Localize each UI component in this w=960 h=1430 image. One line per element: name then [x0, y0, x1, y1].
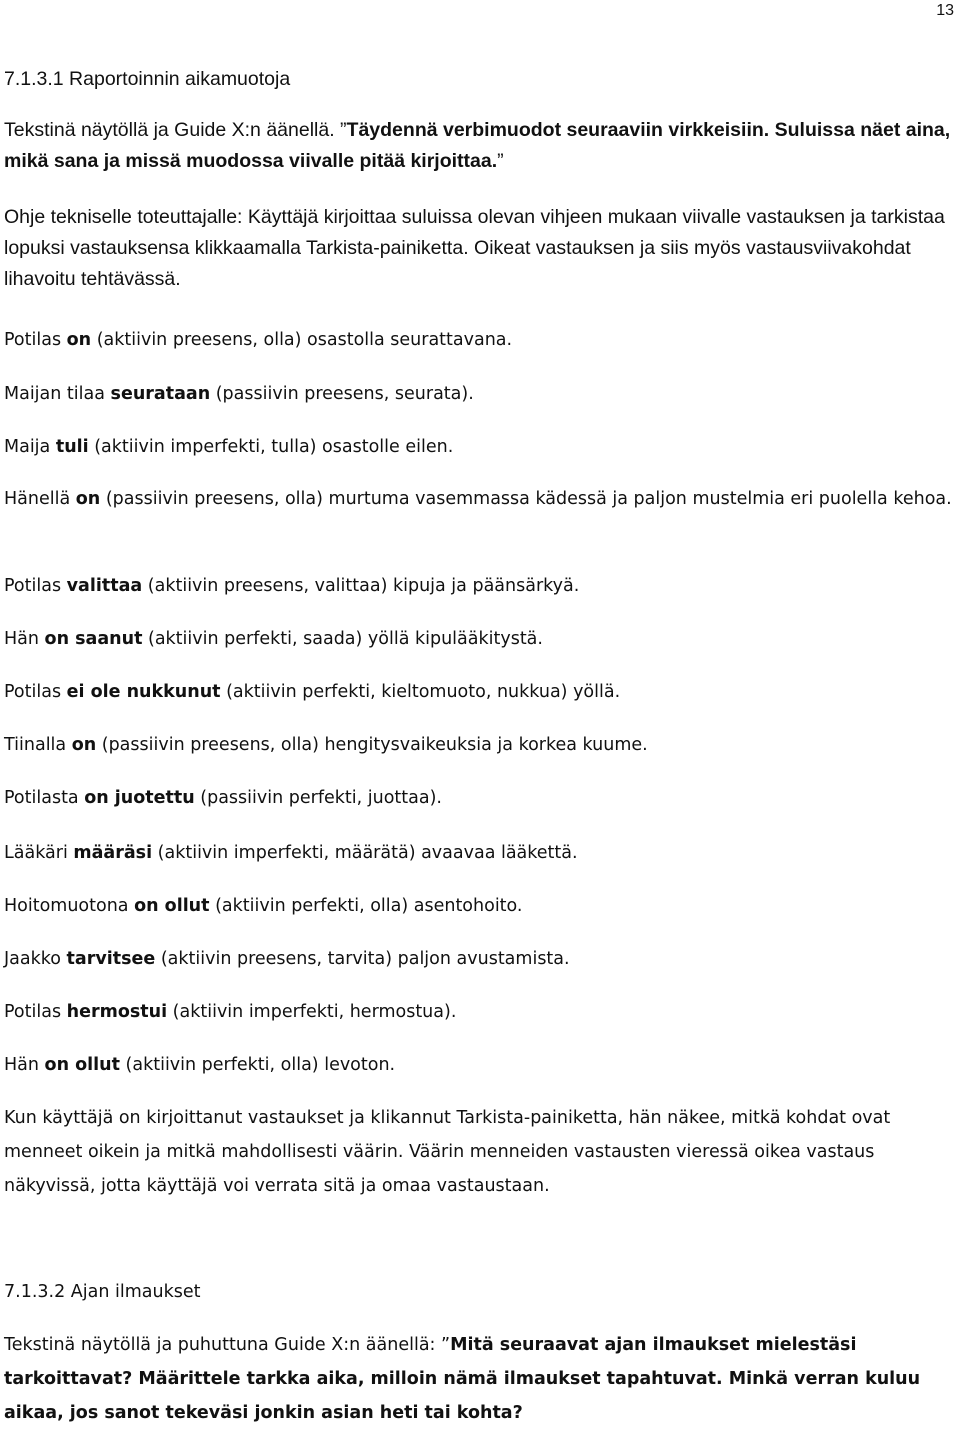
exercise-answer: seurataan [110, 384, 211, 404]
exercise-item [4, 942, 952, 976]
exercise-answer: tuli [55, 437, 89, 457]
intro-bold-question: Mitä seuraavat ajan ilmaukset mielestäsi tarkoittavat? Määrittele tarkka aika, milloin nämä ilmaukset tapahtuvat. Minkä verran kuluu aikaa, jos sanot tekeväsi jonkin asian heti tai kohta? [4, 1335, 921, 1423]
section-heading-2: 7.1.3.2 Ajan ilmaukset [4, 1282, 201, 1302]
exercise-before: Hänellä [4, 489, 76, 509]
exercise-before: Potilasta [4, 788, 85, 808]
exercise-after: (aktiivin preesens, tarvita) paljon avustamista. [155, 949, 570, 969]
exercise-answer: on juotettu [84, 788, 195, 808]
intro-tail: ” [497, 150, 504, 172]
exercise-before: Hoitomuotona [4, 896, 135, 916]
exercise-after: (aktiivin perfekti, kieltomuoto, nukkua) yöllä. [220, 682, 621, 702]
exercise-answer: on ollut [134, 896, 210, 916]
exercise-item [4, 728, 952, 762]
section-intro-1 [4, 115, 952, 177]
exercise-after: (passiivin preesens, olla) murtuma vasemmassa kädessä ja paljon mustelmia eri puolella kehoa. [100, 489, 952, 509]
exercise-after: (aktiivin perfekti, olla) asentohoito. [209, 896, 523, 916]
exercise-after: (passiivin preesens, olla) hengitysvaikeuksia ja korkea kuume. [96, 735, 648, 755]
exercise-answer: on saanut [44, 629, 143, 649]
exercise-item [4, 482, 952, 516]
exercise-item [4, 377, 952, 411]
exercise-before: Jaakko [4, 949, 67, 969]
exercise-item [4, 836, 952, 870]
exercise-item [4, 622, 952, 656]
exercise-item [4, 569, 952, 603]
exercise-after: (aktiivin imperfekti, määrätä) avaavaa lääkettä. [152, 843, 578, 863]
exercise-answer: ei ole nukkunut [66, 682, 221, 702]
section-intro-2 [4, 1328, 952, 1430]
exercise-before: Lääkäri [4, 843, 74, 863]
exercise-answer: valittaa [66, 576, 143, 596]
exercise-before: Hän [4, 629, 45, 649]
exercise-item [4, 323, 952, 357]
exercise-after: (aktiivin preesens, olla) osastolla seurattavana. [91, 330, 513, 350]
exercise-answer: määräsi [73, 843, 153, 863]
exercise-before: Potilas [4, 1002, 67, 1022]
exercise-before: Hän [4, 1055, 45, 1075]
exercise-item [4, 1048, 952, 1082]
exercise-before: Potilas [4, 682, 67, 702]
exercise-after: (aktiivin imperfekti, hermostua). [167, 1002, 457, 1022]
exercise-answer: hermostui [66, 1002, 168, 1022]
intro-plain: Tekstinä näytöllä ja Guide X:n äänellä. ” [4, 119, 347, 141]
technical-instructions: Ohje tekniselle toteuttajalle: Käyttäjä kirjoittaa suluissa olevan vihjeen mukaan viivalle vastauksen ja tarkistaa lopuksi vastauksensa klikkaamalla Tarkista-painiketta. Oikeat vastauksen ja siis myös vastausviivakohdat lihavoitu tehtävässä. [4, 206, 945, 290]
exercise-answer: on [75, 489, 101, 509]
exercise-after: (passiivin preesens, seurata). [210, 384, 474, 404]
exercise-before: Tiinalla [4, 735, 72, 755]
exercise-item [4, 675, 952, 709]
exercise-before: Maijan tilaa [4, 384, 111, 404]
exercise-item [4, 781, 952, 815]
page-number: 13 [936, 2, 954, 19]
exercise-before: Maija [4, 437, 56, 457]
exercise-answer: on [66, 330, 92, 350]
exercise-item [4, 995, 952, 1029]
exercise-answer: tarvitsee [66, 949, 156, 969]
outro-paragraph: Kun käyttäjä on kirjoittanut vastaukset ja klikannut Tarkista-painiketta, hän näkee, mitkä kohdat ovat menneet oikein ja mitkä mahdollisesti väärin. Väärin menneiden vastausten vieressä oikea vastaus näkyvissä, jotta käyttäjä voi verrata sitä ja omaa vastaustaan. [4, 1108, 891, 1196]
section-heading-1: 7.1.3.1 Raportoinnin aikamuotoja [4, 68, 291, 90]
exercise-after: (aktiivin preesens, valittaa) kipuja ja päänsärkyä. [142, 576, 580, 596]
exercise-after: (aktiivin perfekti, saada) yöllä kipulääkitystä. [142, 629, 543, 649]
exercise-answer: on [71, 735, 97, 755]
exercise-after: (aktiivin perfekti, olla) levoton. [119, 1055, 396, 1075]
exercise-item [4, 430, 952, 464]
exercise-answer: on ollut [44, 1055, 120, 1075]
intro-bold-instruction: Täydennä verbimuodot seuraaviin virkkeisiin. Suluissa näet aina, mikä sana ja missä muodossa viivalle pitää kirjoittaa. [4, 119, 951, 172]
exercise-after: (aktiivin imperfekti, tulla) osastolle eilen. [88, 437, 454, 457]
exercise-item [4, 889, 952, 923]
exercise-before: Potilas [4, 576, 67, 596]
exercise-before: Potilas [4, 330, 67, 350]
intro-plain: Tekstinä näytöllä ja puhuttuna Guide X:n äänellä: ” [4, 1335, 451, 1355]
exercise-after: (passiivin perfekti, juottaa). [194, 788, 442, 808]
